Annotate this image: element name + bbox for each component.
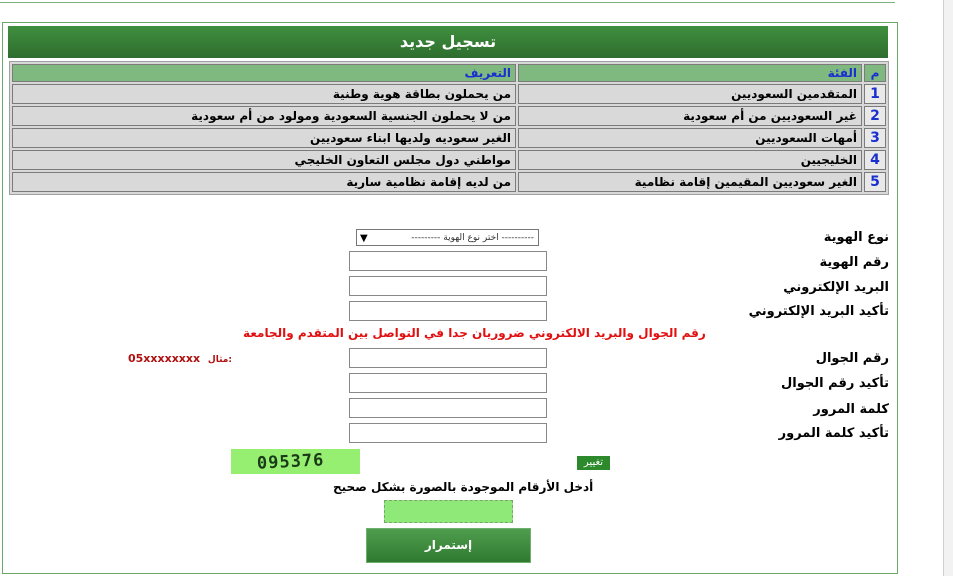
mobile-example-value: 05xxxxxxxx <box>128 352 201 365</box>
id-number-input[interactable] <box>349 251 547 271</box>
top-divider <box>0 0 895 3</box>
mobile-example <box>128 352 232 365</box>
mobile-confirm-label: تأكيد رقم الجوال <box>781 376 889 391</box>
mobile-label: رقم الجوال <box>815 351 889 366</box>
row-num: 3 <box>864 128 886 148</box>
table-row <box>12 172 886 192</box>
table-row <box>12 128 886 148</box>
table-row <box>12 150 886 170</box>
row-category: المتقدمين السعوديين <box>518 84 862 104</box>
email-input[interactable] <box>349 276 547 296</box>
row-num: 5 <box>864 172 886 192</box>
password-input[interactable] <box>349 398 547 418</box>
page-title: تسجيل جديد <box>8 26 888 58</box>
email-label: البريد الإلكتروني <box>783 280 889 295</box>
table-row <box>12 106 886 126</box>
captcha-input[interactable] <box>384 500 513 523</box>
password-confirm-label: تأكيد كلمة المرور <box>778 426 889 441</box>
row-category: الغير سعوديين المقيمين إقامة نظامية <box>518 172 862 192</box>
header-category: الفئة <box>518 64 862 82</box>
row-category: الخليجيين <box>518 150 862 170</box>
password-confirm-input[interactable] <box>349 423 547 443</box>
table-header-row <box>12 64 886 82</box>
password-label: كلمة المرور <box>813 402 889 417</box>
table-row <box>12 84 886 104</box>
mobile-confirm-input[interactable] <box>349 373 547 393</box>
email-confirm-input[interactable] <box>349 301 547 321</box>
row-definition: من لديه إقامة نظامية سارية <box>12 172 516 192</box>
row-definition: من يحملون بطاقة هوية وطنية <box>12 84 516 104</box>
captcha-instruction: أدخل الأرقام الموجودة بالصورة بشكل صحيح <box>333 480 594 494</box>
row-num: 1 <box>864 84 886 104</box>
id-type-label: نوع الهوية <box>823 230 889 245</box>
row-definition: مواطني دول مجلس التعاون الخليجي <box>12 150 516 170</box>
row-definition: الغير سعوديه ولديها ابناء سعوديين <box>12 128 516 148</box>
id-type-select[interactable] <box>356 229 539 246</box>
row-num: 4 <box>864 150 886 170</box>
categories-table <box>9 61 889 195</box>
continue-button[interactable]: إستمرار <box>366 528 531 563</box>
row-definition: من لا يحملون الجنسية السعودية ومولود من أم سعودية <box>12 106 516 126</box>
mobile-input[interactable] <box>349 348 547 368</box>
id-type-selected-value: ---------- اختر نوع الهوية --------- <box>411 233 534 243</box>
mobile-example-label: مثال: <box>207 355 232 365</box>
captcha-image <box>231 449 360 474</box>
row-category: غير السعوديين من أم سعودية <box>518 106 862 126</box>
row-category: أمهات السعوديين <box>518 128 862 148</box>
chevron-down-icon: ▼ <box>360 233 368 244</box>
captcha-code: 095376 <box>256 450 325 474</box>
header-definition: التعريف <box>12 64 516 82</box>
scrollbar-track[interactable] <box>943 0 953 576</box>
header-num: م <box>864 64 886 82</box>
email-confirm-label: تأكيد البريد الإلكتروني <box>748 304 889 319</box>
captcha-change-button[interactable]: تغيير <box>577 456 610 470</box>
id-number-label: رقم الهوية <box>819 255 889 270</box>
contact-note: رقم الجوال والبريد الالكتروني ضروريان جدا في التواصل بين المتقدم والجامعة <box>243 326 706 340</box>
row-num: 2 <box>864 106 886 126</box>
